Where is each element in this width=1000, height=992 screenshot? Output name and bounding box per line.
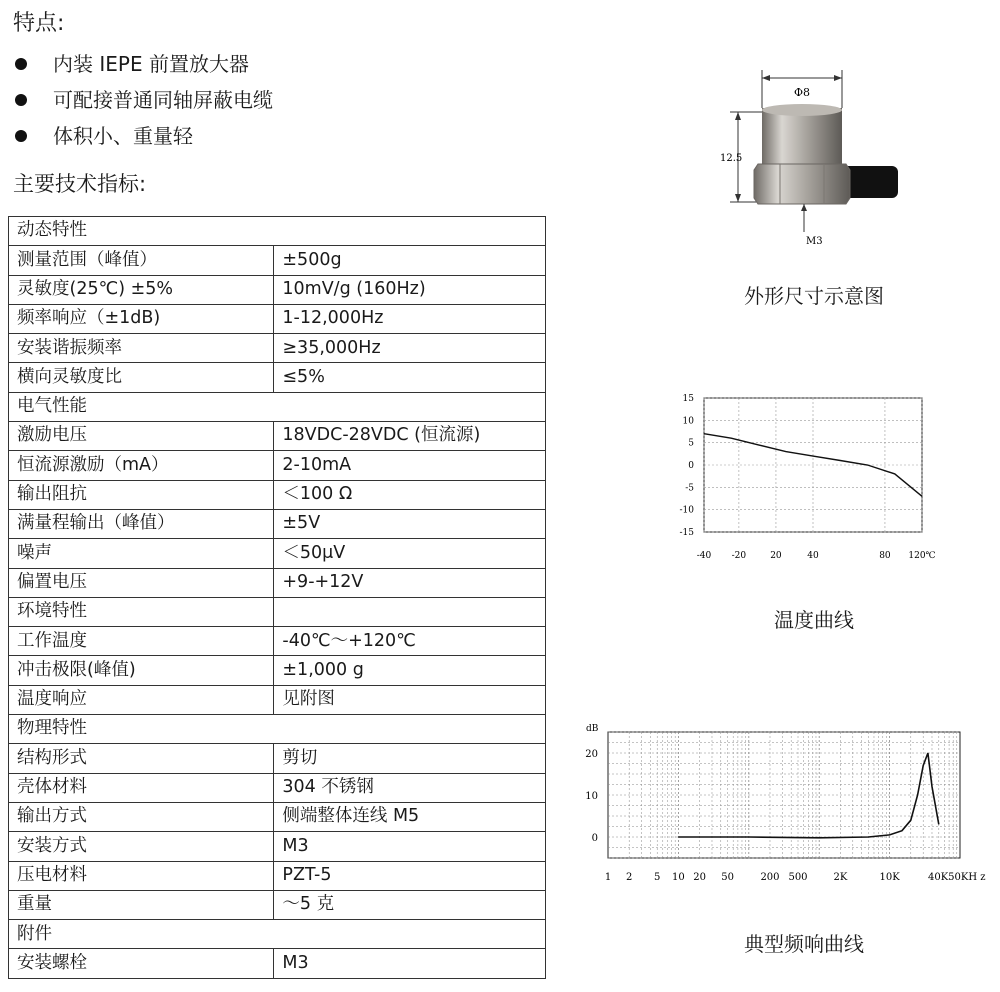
- feature-text: 内装 IEPE 前置放大器: [53, 52, 249, 76]
- spec-value: ±1,000 g: [274, 656, 546, 685]
- spec-value: 304 不锈钢: [274, 773, 546, 802]
- feature-item: [13, 118, 273, 154]
- features-title: 特点:: [13, 11, 65, 36]
- table-row: [9, 568, 546, 597]
- table-row: [9, 539, 546, 568]
- table-row: [9, 451, 546, 480]
- x-tick-label: -40: [696, 551, 712, 561]
- x-tick-label: 80: [879, 551, 891, 561]
- y-tick-label: -10: [679, 505, 694, 516]
- spec-label: 输出方式: [9, 802, 274, 831]
- spec-value: PZT-5: [274, 861, 546, 890]
- table-section-row: [9, 217, 546, 246]
- table-row: [9, 949, 546, 978]
- x-tick-label: 40: [807, 551, 819, 561]
- section-title: 电气性能: [9, 392, 546, 421]
- y-tick-label: -15: [679, 528, 694, 538]
- table-row: [9, 890, 546, 919]
- x-tick-label: 20: [693, 872, 706, 883]
- x-tick-label: 2K: [833, 872, 848, 883]
- table-section-row: [9, 392, 546, 421]
- spec-value: ～5 克: [274, 890, 546, 919]
- spec-label: 激励电压: [9, 422, 274, 451]
- spec-value: 1-12,000Hz: [274, 304, 546, 333]
- spec-value: ≥35,000Hz: [274, 334, 546, 363]
- section-title: 动态特性: [9, 217, 546, 246]
- bullet-icon: [15, 94, 27, 106]
- spec-label: 灵敏度(25℃) ±5%: [9, 275, 274, 304]
- x-tick-label: -20: [731, 551, 747, 561]
- x-tick-label: 10K: [879, 872, 900, 883]
- spec-label: 输出阻抗: [9, 480, 274, 509]
- spec-value: M3: [274, 949, 546, 978]
- spec-label: 满量程输出（峰值）: [9, 509, 274, 538]
- table-row: [9, 363, 546, 392]
- spec-value: +9-+12V: [274, 568, 546, 597]
- table-row: [9, 627, 546, 656]
- table-row: [9, 802, 546, 831]
- temperature-chart: [668, 388, 938, 564]
- temperature-chart-svg: [668, 388, 938, 564]
- spec-label: 测量范围（峰值）: [9, 246, 274, 275]
- table-row: [9, 773, 546, 802]
- y-tick-label: 20: [585, 749, 598, 760]
- spec-label: 壳体材料: [9, 773, 274, 802]
- x-tick-label: 5: [654, 872, 661, 883]
- table-row: [9, 480, 546, 509]
- table-row: [9, 275, 546, 304]
- spec-value: -40℃～+120℃: [274, 627, 546, 656]
- spec-label: 环境特性: [9, 597, 274, 626]
- table-row: [9, 304, 546, 333]
- frequency-chart: [578, 718, 992, 886]
- x-tick-label: 200: [760, 872, 780, 883]
- spec-value: 2-10mA: [274, 451, 546, 480]
- spec-label: 重量: [9, 890, 274, 919]
- spec-label: 频率响应（±1dB): [9, 304, 274, 333]
- feature-text: 体积小、重量轻: [53, 124, 193, 148]
- y-tick-label: 5: [688, 438, 694, 449]
- spec-value: ＜50μV: [274, 539, 546, 568]
- y-tick-label: 10: [585, 791, 598, 802]
- frequency-series-line: [678, 753, 938, 838]
- table-row: [9, 832, 546, 861]
- sensor-hex-base: [754, 164, 850, 204]
- bullet-icon: [15, 58, 27, 70]
- table-section-row: [9, 715, 546, 744]
- y-tick-label: 10: [682, 416, 694, 427]
- spec-value: [274, 597, 546, 626]
- table-section-row: [9, 920, 546, 949]
- spec-label: 压电材料: [9, 861, 274, 890]
- dimension-caption: 外形尺寸示意图: [744, 284, 884, 308]
- section-title: 附件: [9, 920, 546, 949]
- frequency-chart-svg: [578, 718, 992, 886]
- x-tick-label: 40K50KH z: [927, 872, 986, 883]
- table-row: [9, 246, 546, 275]
- spec-value: 10mV/g (160Hz): [274, 275, 546, 304]
- frequency-caption: 典型频响曲线: [744, 932, 864, 956]
- spec-value: ±5V: [274, 509, 546, 538]
- table-row: [9, 597, 546, 626]
- y-tick-label: 15: [682, 394, 694, 404]
- spec-value: 18VDC-28VDC (恒流源): [274, 422, 546, 451]
- spec-label: 横向灵敏度比: [9, 363, 274, 392]
- spec-value: 侧端整体连线 M5: [274, 802, 546, 831]
- sensor-cylinder: [762, 108, 842, 164]
- table-row: [9, 656, 546, 685]
- section-title: 物理特性: [9, 715, 546, 744]
- spec-table: [8, 216, 546, 979]
- x-tick-label: 1: [604, 872, 612, 883]
- spec-title: 主要技术指标:: [13, 172, 147, 196]
- dimension-figure: [700, 60, 900, 260]
- thread-label: M3: [806, 236, 823, 247]
- spec-value: M3: [274, 832, 546, 861]
- y-unit-label: dB: [586, 724, 599, 734]
- features-list: [13, 46, 273, 154]
- x-tick-label: 20: [770, 551, 782, 561]
- height-label: 12.5: [720, 153, 743, 164]
- table-row: [9, 509, 546, 538]
- spec-label: 安装方式: [9, 832, 274, 861]
- spec-label: 安装谐振频率: [9, 334, 274, 363]
- table-row: [9, 685, 546, 714]
- y-tick-label: 0: [591, 833, 598, 844]
- spec-value: ±500g: [274, 246, 546, 275]
- feature-item: [13, 46, 273, 82]
- temperature-caption: 温度曲线: [774, 608, 854, 632]
- x-tick-label: 50: [721, 872, 734, 883]
- table-row: [9, 861, 546, 890]
- x-tick-label: 10: [672, 872, 685, 883]
- feature-text: 可配接普通同轴屏蔽电缆: [53, 88, 273, 112]
- sensor-drawing: [700, 60, 900, 260]
- spec-label: 冲击极限(峰值): [9, 656, 274, 685]
- spec-label: 恒流源激励（mA）: [9, 451, 274, 480]
- spec-label: 偏置电压: [9, 568, 274, 597]
- x-tick-label: 2: [626, 872, 633, 883]
- diameter-label: Φ8: [793, 86, 811, 99]
- spec-label: 结构形式: [9, 744, 274, 773]
- spec-value: ＜100 Ω: [274, 480, 546, 509]
- table-row: [9, 422, 546, 451]
- table-row: [9, 334, 546, 363]
- spec-label: 工作温度: [9, 627, 274, 656]
- spec-label: 安装螺栓: [9, 949, 274, 978]
- y-tick-label: -5: [685, 483, 694, 494]
- bullet-icon: [15, 130, 27, 142]
- table-row: [9, 744, 546, 773]
- feature-item: [13, 82, 273, 118]
- x-tick-label: 120℃: [908, 551, 936, 561]
- spec-value: 见附图: [274, 685, 546, 714]
- spec-label: 噪声: [9, 539, 274, 568]
- spec-label: 温度响应: [9, 685, 274, 714]
- spec-value: ≤5%: [274, 363, 546, 392]
- spec-value: 剪切: [274, 744, 546, 773]
- x-tick-label: 500: [788, 872, 808, 883]
- y-tick-label: 0: [688, 461, 694, 471]
